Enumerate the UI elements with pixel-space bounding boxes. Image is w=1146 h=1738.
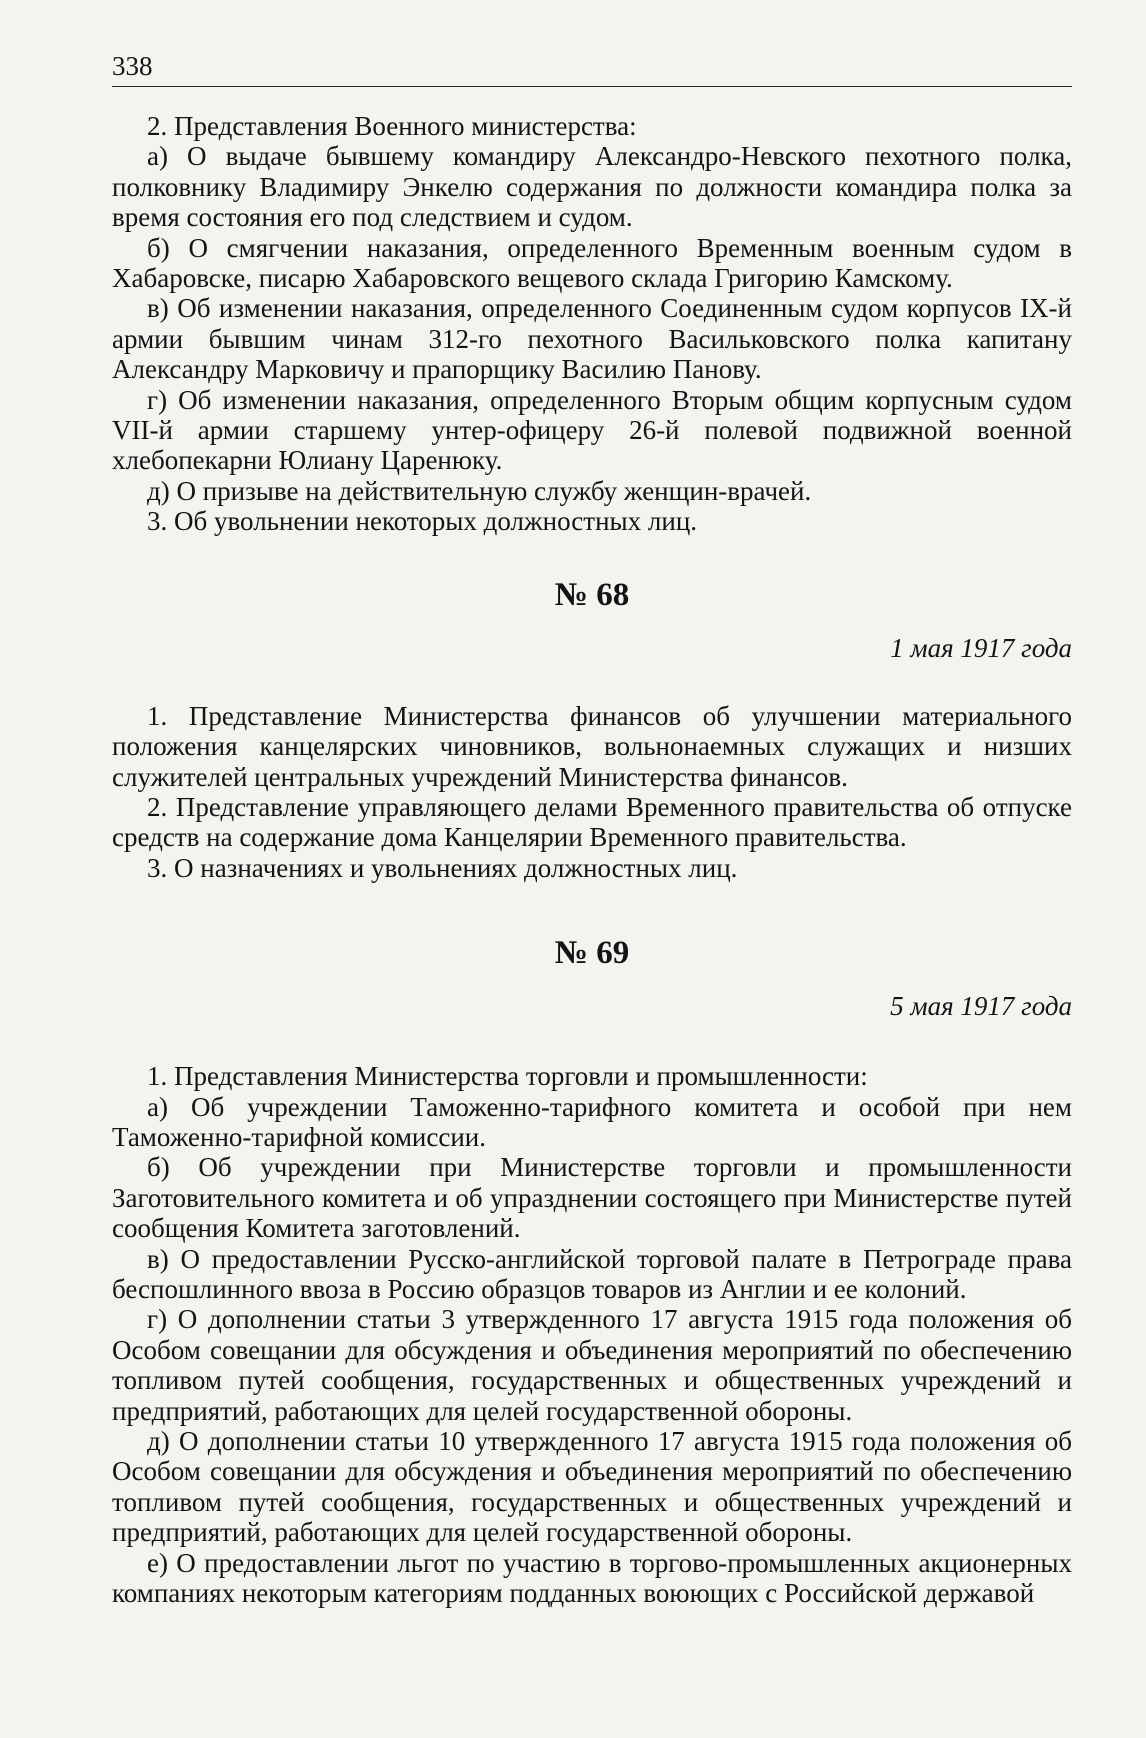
header-rule xyxy=(112,86,1072,87)
paragraph: а) О выдаче бывшему командиру Александро-Невского пехотного полка, полковнику Владимиру Энкелю содержания по должности командира полка за время состояния его под следствием и судом. xyxy=(112,141,1072,233)
document-number-68: № 68 xyxy=(554,576,630,613)
paragraph: в) Об изменении наказания, определенного Соединенным судом корпусов IX-й армии бывшим чинам 312-го пехотного Васильковского полка капитану Александру Марковичу и прапорщику Василию Панову. xyxy=(112,293,1072,385)
paragraph: а) Об учреждении Таможенно-тарифного комитета и особой при нем Таможенно-тарифной комиссии. xyxy=(112,1091,1072,1152)
paragraph: 1. Представления Министерства торговли и промышленности: xyxy=(147,1061,868,1092)
section-continued xyxy=(112,111,1072,537)
paragraph: 3. О назначениях и увольнениях должностных лиц. xyxy=(147,852,738,883)
paragraph: 2. Представления Военного министерства: xyxy=(147,111,637,141)
paragraph: 2. Представление управляющего делами Временного правительства об отпуске средств на содержание дома Канцелярии Временного правительства. xyxy=(112,791,1072,853)
document-69-body xyxy=(112,1061,1072,1608)
document-68-body xyxy=(112,701,1072,883)
document-page xyxy=(112,50,1072,1608)
paragraph: б) Об учреждении при Министерстве торговли и промышленности Заготовительного комитета и об упразднении состоящего при Министерстве путей сообщения Комитета заготовлений. xyxy=(112,1152,1072,1244)
paragraph: д) О дополнении статьи 10 утвержденного 17 августа 1915 года положения об Особом совещании для обсуждения и объединения мероприятий по обеспечению топливом путей сообщения, государственных и общественных учреждений и предприятий, работающих для целей государственной обороны. xyxy=(112,1426,1072,1548)
paragraph: 1. Представление Министерства финансов об улучшении материального положения канцелярских чиновников, вольнонаемных служащих и низших служителей центральных учреждений Министерства финансов. xyxy=(112,700,1072,792)
document-date-68: 1 мая 1917 года xyxy=(890,632,1072,663)
paragraph: г) О дополнении статьи 3 утвержденного 17 августа 1915 года положения об Особом совещании для обсуждения и объединения мероприятий по обеспечению топливом путей сообщения, государственных и общественных учреждений и предприятий, работающих для целей государственной обороны. xyxy=(112,1304,1072,1426)
document-date-69: 5 мая 1917 года xyxy=(890,991,1072,1022)
paragraph: е) О предоставлении льгот по участию в торгово-промышленных акционерных компаниях некоторым категориям подданных воюющих с Российской державой xyxy=(112,1547,1072,1609)
paragraph: б) О смягчении наказания, определенного Временным военным судом в Хабаровске, писарю Хабаровского вещевого склада Григорию Камскому. xyxy=(112,232,1072,294)
page-number: 338 xyxy=(112,51,153,81)
paragraph: в) О предоставлении Русско-английской торговой палате в Петрограде права беспошлинного ввоза в Россию образцов товаров из Англии и ее колоний. xyxy=(112,1243,1072,1304)
paragraph: 3. Об увольнении некоторых должностных лиц. xyxy=(147,506,698,537)
document-number-69: № 69 xyxy=(554,935,630,972)
paragraph: д) О призыве на действительную службу женщин-врачей. xyxy=(147,475,812,506)
paragraph: г) Об изменении наказания, определенного Вторым общим корпусным судом VII-й армии старшему унтер-офицеру 26-й полевой подвижной военной хлебопекарни Юлиану Царенюку. xyxy=(112,384,1072,476)
